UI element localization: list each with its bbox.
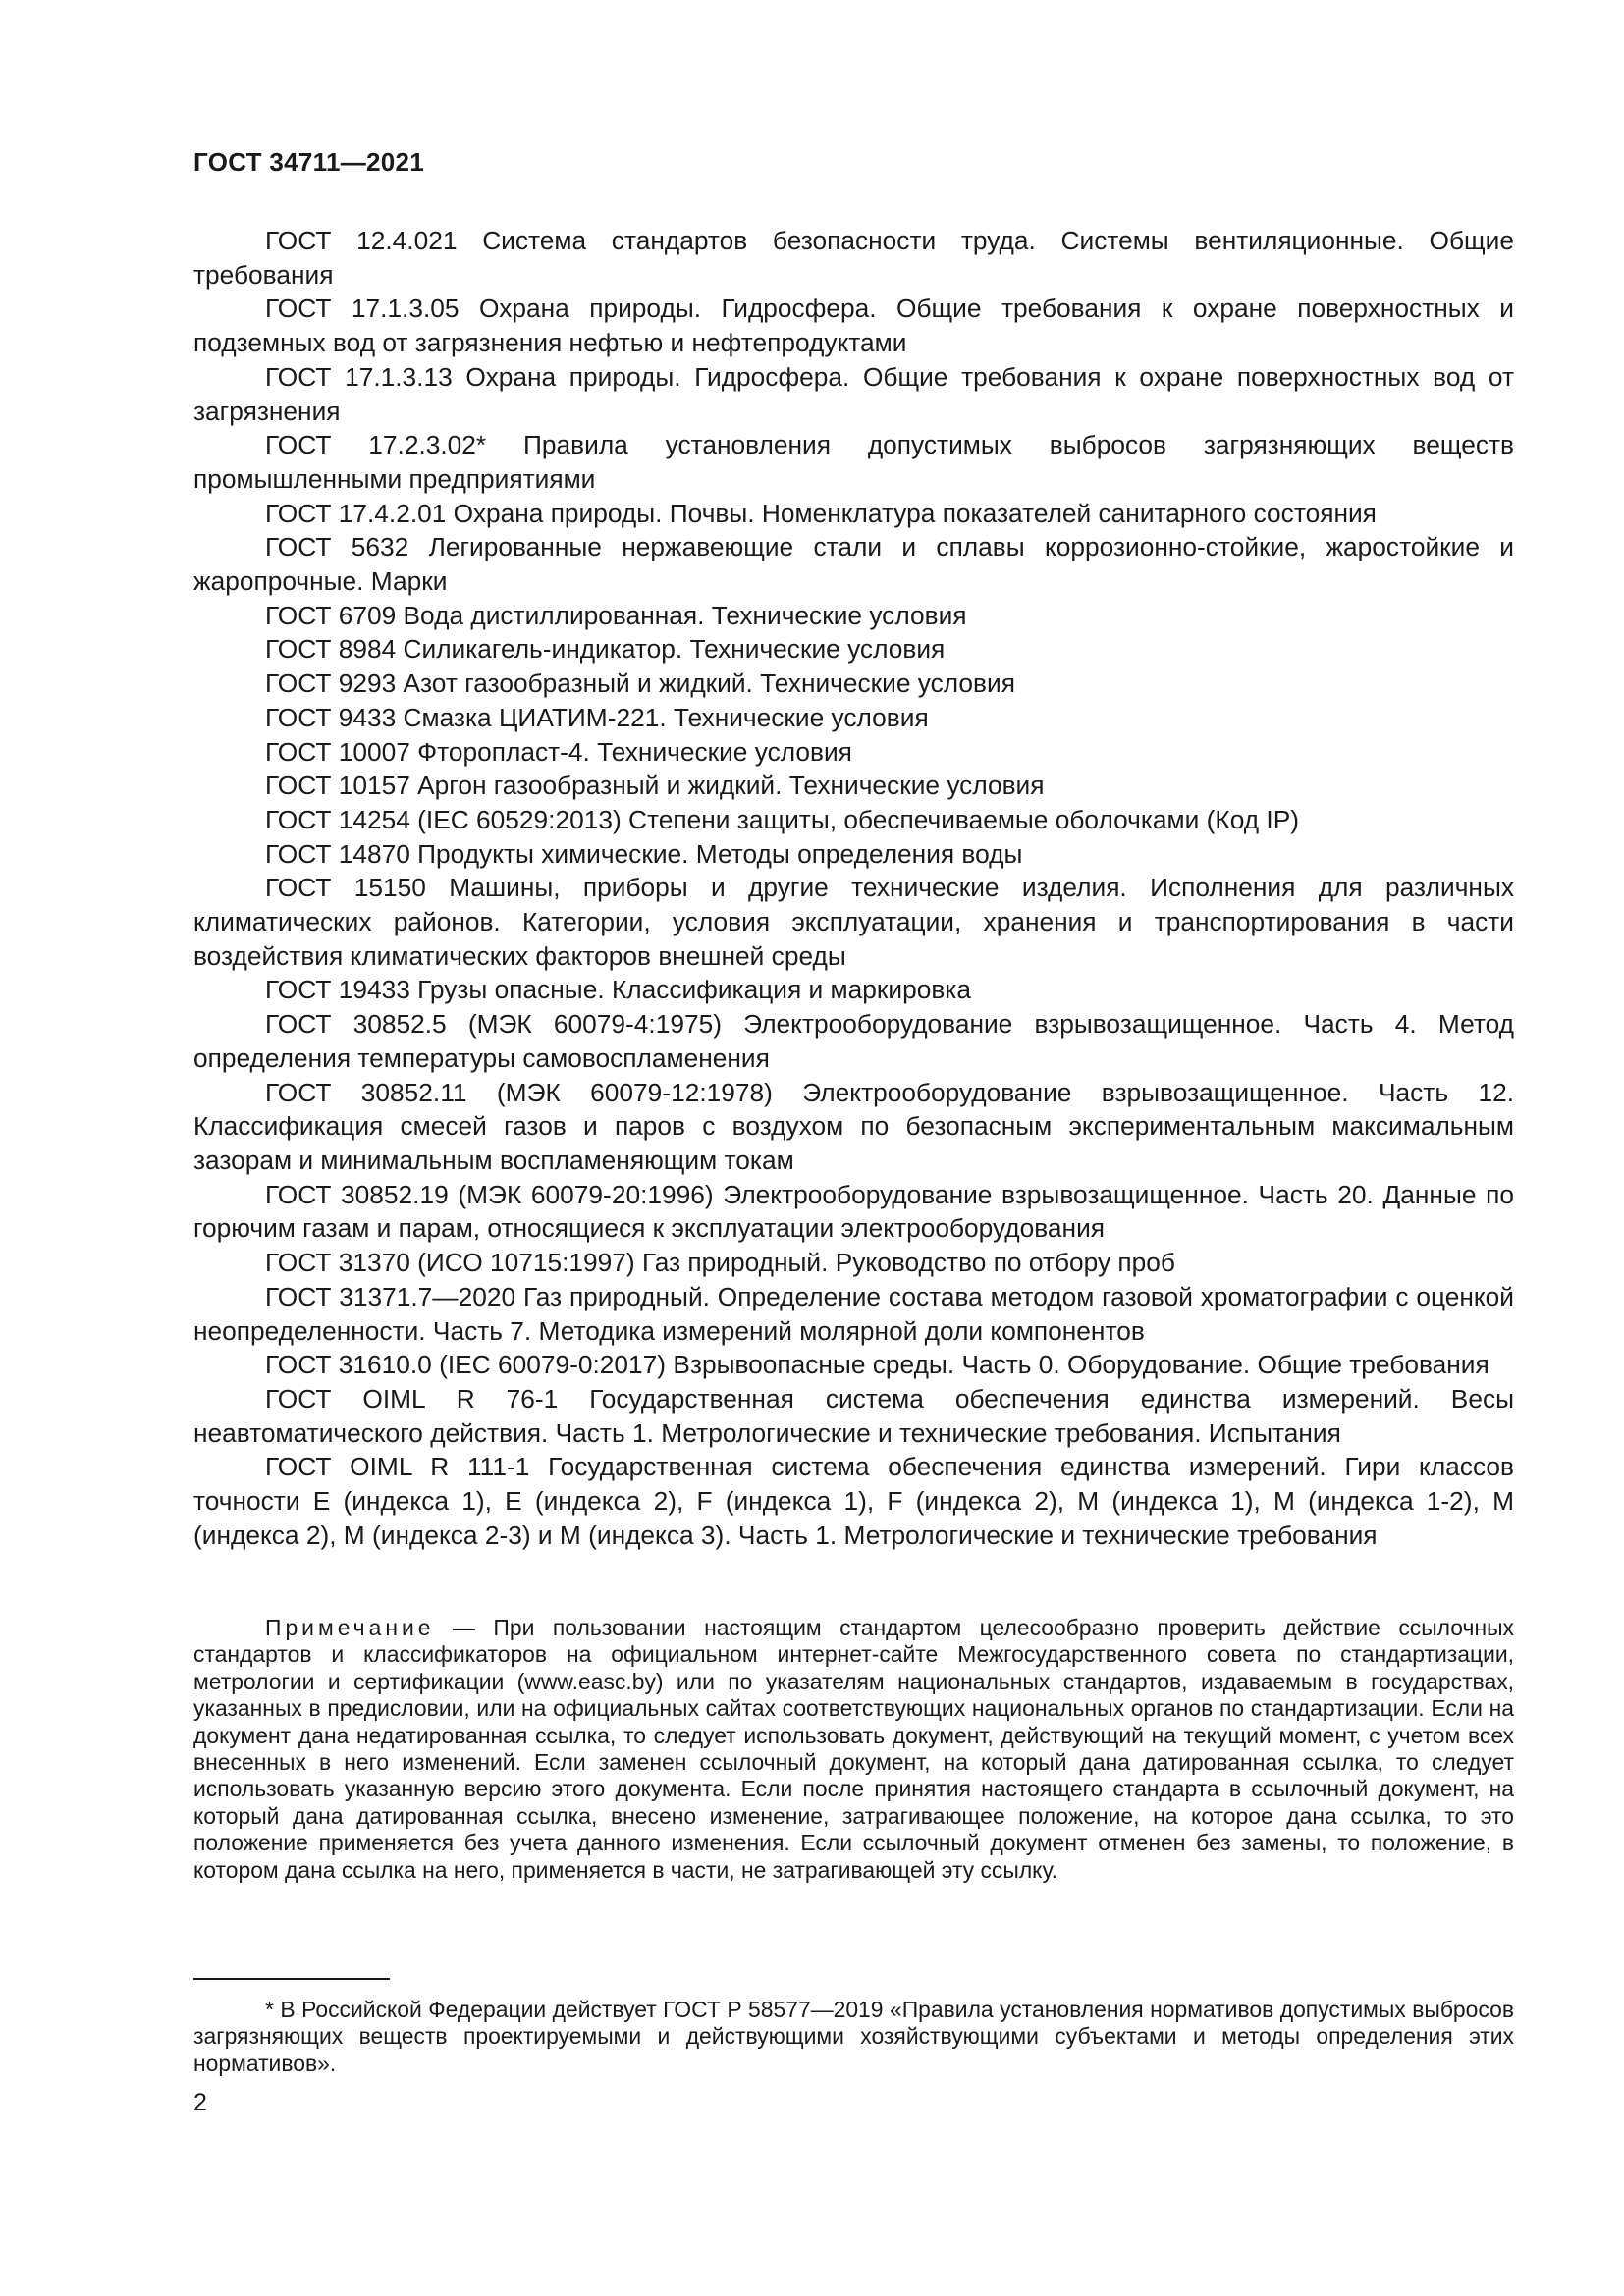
normative-references-list [193, 224, 1514, 1552]
reference-item: ГОСТ 31370 (ИСО 10715:1997) Газ природный. Руководство по отбору проб [265, 1248, 1175, 1278]
reference-item: ГОСТ 30852.11 (МЭК 60079-12:1978) Электрооборудование взрывозащищенное. Часть 12. Классификация смесей газов и паров с воздухом по безопасным экспериментальным максимальным зазорам и минимальным воспламеняющим токам [193, 1077, 1514, 1175]
note-paragraph [193, 1615, 1514, 1884]
reference-item: ГОСТ 17.1.3.13 Охрана природы. Гидросфера. Общие требования к охране поверхностных вод от загрязнения [193, 361, 1514, 426]
note-text: — При пользовании настоящим стандартом целесообразно проверить действие ссылочных стандартов и классификаторов на официальном интернет-сайте Межгосударственного совета по стандартизации, метрологии и сертификации (www.easc.by) или по указателям национальных стандартов, издаваемым в государствах, указанных в предисловии, или на официальных сайтах соответствующих национальных органов по стандартизации. Если на документ дана недатированная ссылка, то следует использовать документ, действующий на текущий момент, с учетом всех внесенных в него изменений. Если заменен ссылочный документ, на который дана датированная ссылка, то следует использовать указанную версию этого документа. Если после принятия настоящего стандарта в ссылочный документ, на который дана датированная ссылка, внесено изменение, затрагивающее положение, на которое дана ссылка, то это положение применяется без учета данного изменения. Если ссылочный документ отменен без замены, то положение, в котором дана ссылка на него, применяется в части, не затрагивающей эту ссылку. [193, 1615, 1514, 1883]
reference-item: ГОСТ 6709 Вода дистиллированная. Технические условия [265, 600, 967, 630]
reference-item: ГОСТ 31371.7—2020 Газ природный. Определение состава методом газовой хроматографии с оценкой неопределенности. Часть 7. Методика измерений молярной доли компонентов [193, 1281, 1514, 1346]
reference-item: ГОСТ 17.4.2.01 Охрана природы. Почвы. Номенклатура показателей санитарного состояния [265, 498, 1377, 528]
reference-item: ГОСТ 30852.19 (МЭК 60079-20:1996) Электрооборудование взрывозащищенное. Часть 20. Данные по горючим газам и парам, относящиеся к эксплуатации электрооборудования [193, 1179, 1514, 1244]
reference-item: ГОСТ 14870 Продукты химические. Методы определения воды [265, 838, 1023, 869]
reference-item: ГОСТ 15150 Машины, приборы и другие технические изделия. Исполнения для различных климатических районов. Категории, условия эксплуатации, хранения и транспортирования в части воздействия климатических факторов внешней среды [193, 873, 1514, 971]
reference-item: ГОСТ 31610.0 (IEC 60079-0:2017) Взрывоопасные среды. Часть 0. Оборудование. Общие требования [265, 1350, 1489, 1380]
reference-item: ГОСТ 9433 Смазка ЦИАТИМ-221. Технические условия [265, 702, 929, 732]
footnote: * В Российской Федерации действует ГОСТ Р 58577—2019 «Правила установления нормативов допустимых выбросов загрязняющих веществ проектируемыми и действующими хозяйствующими субъектами и методы определения этих нормативов». [193, 1997, 1514, 2076]
reference-item: ГОСТ 17.1.3.05 Охрана природы. Гидросфера. Общие требования к охране поверхностных и подземных вод от загрязнения нефтью и нефтепродуктами [193, 294, 1514, 358]
reference-item: ГОСТ OIML R 111-1 Государственная система обеспечения единства измерений. Гири классов точности E (индекса 1), E (индекса 2), F (индекса 1), F (индекса 2), M (индекса 1), M (индекса 1-2), M (индекса 2), M (индекса 2-3) и M (индекса 3). Часть 1. Метрологические и технические требования [193, 1452, 1514, 1550]
note-label: Примечание [265, 1615, 435, 1640]
reference-item: ГОСТ 30852.5 (МЭК 60079-4:1975) Электрооборудование взрывозащищенное. Часть 4. Метод определения температуры самовоспламенения [193, 1009, 1514, 1073]
footnote-divider [193, 1978, 390, 1980]
reference-item: ГОСТ 19433 Грузы опасные. Классификация и маркировка [265, 975, 971, 1005]
reference-item: ГОСТ 9293 Азот газообразный и жидкий. Технические условия [265, 668, 1015, 699]
document-header: ГОСТ 34711—2021 [193, 147, 425, 177]
reference-item: ГОСТ 8984 Силикагель-индикатор. Технические условия [265, 634, 946, 665]
reference-item: ГОСТ 12.4.021 Система стандартов безопасности труда. Системы вентиляционные. Общие требования [193, 226, 1514, 290]
reference-item: ГОСТ 17.2.3.02* Правила установления допустимых выбросов загрязняющих веществ промышленными предприятиями [193, 430, 1514, 494]
reference-item: ГОСТ OIML R 76-1 Государственная система обеспечения единства измерений. Весы неавтоматического действия. Часть 1. Метрологические и технические требования. Испытания [193, 1383, 1514, 1448]
reference-item: ГОСТ 10157 Аргон газообразный и жидкий. Технические условия [265, 771, 1045, 801]
page-number: 2 [193, 2089, 207, 2116]
reference-item: ГОСТ 5632 Легированные нержавеющие стали и сплавы коррозионно-стойкие, жаростойкие и жаропрочные. Марки [193, 532, 1514, 597]
reference-item: ГОСТ 10007 Фторопласт-4. Технические условия [265, 736, 852, 767]
reference-item: ГОСТ 14254 (IEC 60529:2013) Степени защиты, обеспечиваемые оболочками (Код IP) [265, 804, 1300, 834]
